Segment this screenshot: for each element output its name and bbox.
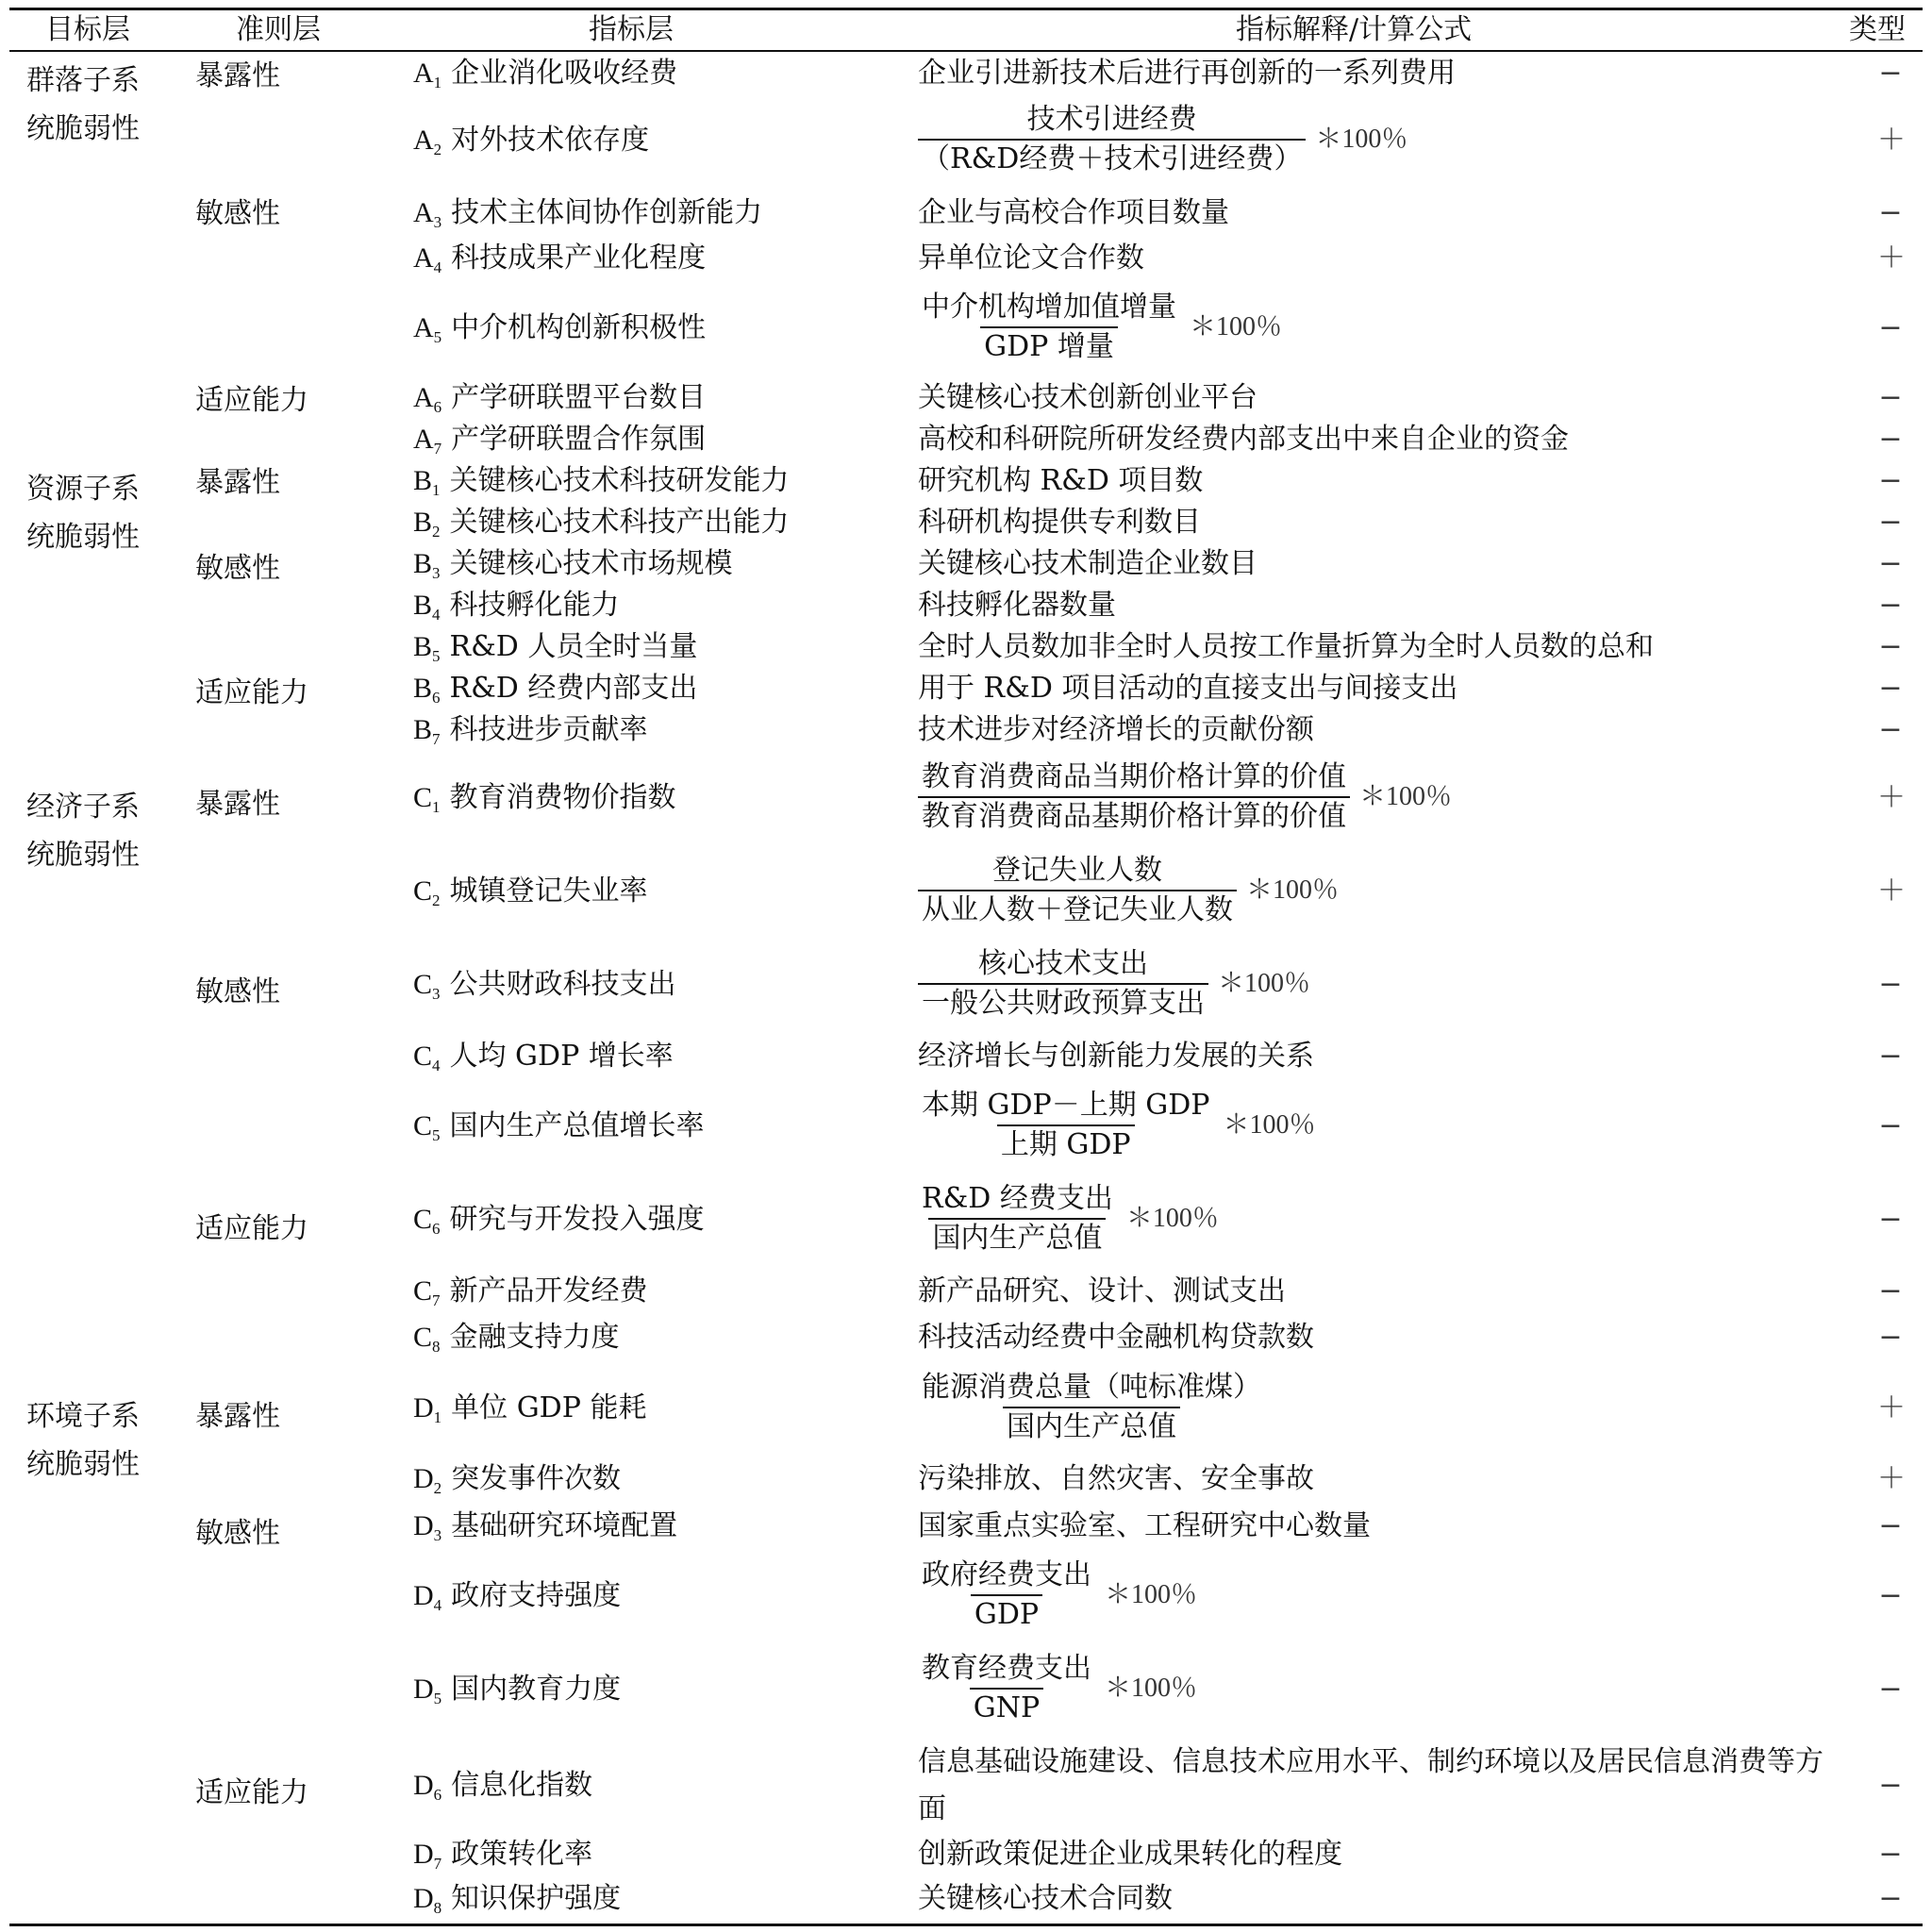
fraction bbox=[918, 1652, 1095, 1725]
indicator-cell bbox=[413, 123, 649, 168]
indicator-code bbox=[413, 1578, 441, 1624]
indicator-subscript: 7 bbox=[433, 1855, 442, 1873]
indicator-letter: D bbox=[413, 1463, 434, 1494]
criterion-sensitivity: 敏感性 bbox=[195, 552, 280, 585]
top-rule bbox=[9, 8, 1923, 10]
indicator-letter: B bbox=[413, 673, 433, 704]
indicator-code bbox=[413, 1320, 441, 1365]
indicator-cell bbox=[413, 241, 706, 286]
fraction-numerator: 教育消费商品当期价格计算的价值 bbox=[922, 760, 1346, 793]
type-sign: ＋ bbox=[1877, 781, 1906, 814]
indicator-subscript: 7 bbox=[433, 440, 442, 458]
indicator-cell bbox=[413, 671, 697, 716]
indicator-subscript: 6 bbox=[433, 398, 442, 416]
explanation-text: 科研机构提供专利数目 bbox=[918, 506, 1201, 539]
indicator-cell bbox=[413, 56, 677, 101]
indicator-cell bbox=[413, 1578, 621, 1624]
type-sign: − bbox=[1878, 1509, 1903, 1542]
goal-economy bbox=[26, 783, 140, 879]
goal-resource bbox=[26, 465, 140, 561]
formula bbox=[918, 1558, 1197, 1632]
fraction-denominator: 国内生产总值 bbox=[1003, 1407, 1180, 1444]
indicator-subscript: 4 bbox=[432, 606, 441, 624]
criterion-exposure: 暴露性 bbox=[195, 1400, 280, 1433]
indicator-code bbox=[413, 1768, 441, 1813]
indicator-cell bbox=[413, 422, 706, 467]
indicator-code bbox=[413, 546, 441, 591]
indicator-letter: B bbox=[413, 548, 433, 579]
indicator-code bbox=[413, 1202, 441, 1247]
indicator-letter: A bbox=[413, 58, 434, 89]
indicator-cell bbox=[413, 1320, 620, 1365]
indicator-name: 公共财政科技支出 bbox=[449, 968, 676, 1001]
type-sign: − bbox=[1878, 57, 1903, 90]
fraction-denominator: 国内生产总值 bbox=[928, 1218, 1106, 1256]
explanation-text: 研究机构 R&D 项目数 bbox=[918, 464, 1204, 497]
header-rule bbox=[9, 50, 1923, 52]
indicator-subscript: 5 bbox=[432, 647, 441, 665]
goal-line: 环境子系 bbox=[26, 1400, 140, 1433]
indicator-name: 产学研联盟合作氛围 bbox=[451, 423, 707, 456]
indicator-name: 城镇登记失业率 bbox=[449, 874, 648, 908]
type-sign: ＋ bbox=[1877, 1462, 1906, 1495]
explanation-text: 高校和科研院所研发经费内部支出中来自企业的资金 bbox=[918, 423, 1569, 456]
indicator-cell bbox=[413, 712, 648, 758]
type-sign: ＋ bbox=[1877, 1391, 1906, 1424]
indicator-subscript: 4 bbox=[432, 1057, 441, 1074]
indicator-name: 中介机构创新积极性 bbox=[451, 311, 707, 344]
type-sign: − bbox=[1878, 381, 1903, 414]
indicator-letter: B bbox=[413, 465, 433, 496]
indicator-subscript: 4 bbox=[433, 1596, 442, 1614]
indicator-name: 基础研究环境配置 bbox=[451, 1509, 678, 1542]
type-sign: ＋ bbox=[1877, 124, 1906, 157]
type-sign: ＋ bbox=[1877, 242, 1906, 275]
goal-line: 统脆弱性 bbox=[26, 112, 140, 145]
header-type: 类型 bbox=[1849, 13, 1906, 46]
indicator-letter: C bbox=[413, 1322, 433, 1353]
explanation-text: 科技活动经费中金融机构贷款数 bbox=[918, 1321, 1314, 1354]
fraction-numerator: 技术引进经费 bbox=[1026, 103, 1197, 136]
indicator-code bbox=[413, 241, 441, 286]
explanation-text: 信息基础设施建设、信息技术应用水平、制约环境以及居民信息消费等方面 bbox=[918, 1745, 1824, 1825]
type-sign: − bbox=[1878, 311, 1903, 344]
indicator-name: 政府支持强度 bbox=[451, 1579, 622, 1612]
indicator-name: 研究与开发投入强度 bbox=[449, 1203, 705, 1236]
formula-multiplier: ＊100％ bbox=[1190, 312, 1283, 341]
goal-line: 统脆弱性 bbox=[26, 1448, 140, 1481]
type-sign: − bbox=[1878, 506, 1903, 539]
indicator-letter: B bbox=[413, 507, 433, 538]
indicator-code bbox=[413, 1837, 441, 1882]
indicator-name: 新产品开发经费 bbox=[449, 1274, 648, 1307]
fraction-numerator: 登记失业人数 bbox=[992, 854, 1162, 887]
indicator-code bbox=[413, 422, 441, 467]
fraction-denominator: 一般公共财政预算支出 bbox=[918, 983, 1208, 1021]
indicator-name: R&D 人员全时当量 bbox=[449, 630, 698, 663]
formula bbox=[918, 947, 1310, 1021]
indicator-name: 金融支持力度 bbox=[449, 1321, 620, 1354]
indicator-letter: D bbox=[413, 1883, 434, 1914]
explanation-text: 关键核心技术创新创业平台 bbox=[918, 381, 1257, 414]
type-sign: − bbox=[1878, 423, 1903, 456]
fraction-denominator: GNP bbox=[970, 1688, 1043, 1725]
type-sign: − bbox=[1878, 1321, 1903, 1354]
fraction bbox=[918, 1558, 1095, 1632]
indicator-letter: A bbox=[413, 242, 434, 274]
formula bbox=[918, 760, 1452, 834]
formula bbox=[918, 1089, 1316, 1162]
indicator-code bbox=[413, 629, 441, 675]
indicator-subscript: 8 bbox=[433, 1899, 442, 1917]
indicator-letter: A bbox=[413, 197, 434, 228]
indicator-subscript: 3 bbox=[432, 985, 441, 1003]
indicator-name: 国内教育力度 bbox=[451, 1673, 622, 1706]
indicator-subscript: 1 bbox=[432, 481, 441, 499]
indicator-code bbox=[413, 1108, 441, 1154]
indicator-cell bbox=[413, 1391, 646, 1436]
goal-line: 统脆弱性 bbox=[26, 839, 140, 872]
type-sign: − bbox=[1878, 630, 1903, 663]
indicator-cell bbox=[413, 1108, 705, 1154]
indicator-name: 政策转化率 bbox=[451, 1838, 593, 1871]
fraction bbox=[918, 760, 1350, 834]
formula bbox=[918, 1371, 1265, 1444]
fraction bbox=[918, 1371, 1265, 1444]
indicator-code bbox=[413, 1039, 441, 1084]
explanation-text: 国家重点实验室、工程研究中心数量 bbox=[918, 1509, 1371, 1542]
type-sign: − bbox=[1878, 1274, 1903, 1307]
indicator-cell bbox=[413, 1039, 674, 1084]
formula-multiplier: ＊100％ bbox=[1223, 1110, 1316, 1140]
header-goal: 目标层 bbox=[45, 13, 130, 46]
indicator-letter: C bbox=[413, 1204, 433, 1235]
indicator-subscript: 3 bbox=[433, 213, 442, 231]
indicator-name: 知识保护强度 bbox=[451, 1882, 622, 1915]
type-sign: − bbox=[1878, 1040, 1903, 1073]
indicator-cell bbox=[413, 1672, 621, 1717]
indicator-subscript: 2 bbox=[433, 141, 442, 158]
fraction bbox=[918, 947, 1208, 1021]
indicator-name: R&D 经费内部支出 bbox=[449, 672, 698, 705]
goal-line: 群落子系 bbox=[26, 64, 140, 97]
indicator-code bbox=[413, 380, 441, 425]
formula-multiplier: ＊100％ bbox=[1125, 1204, 1219, 1233]
criterion-adaptive: 适应能力 bbox=[195, 1212, 308, 1245]
indicator-code bbox=[413, 671, 441, 716]
indicator-code bbox=[413, 310, 441, 356]
indicator-code bbox=[413, 874, 441, 919]
indicator-name: 关键核心技术市场规模 bbox=[449, 547, 733, 580]
indicator-subscript: 4 bbox=[433, 258, 442, 276]
indicator-name: 单位 GDP 能耗 bbox=[451, 1391, 647, 1424]
formula-multiplier: ＊100％ bbox=[1315, 125, 1408, 154]
indicator-cell bbox=[413, 380, 706, 425]
indicator-letter: D bbox=[413, 1674, 434, 1705]
indicator-cell bbox=[413, 1837, 592, 1882]
indicator-letter: D bbox=[413, 1580, 434, 1611]
fraction-numerator: 政府经费支出 bbox=[922, 1558, 1091, 1591]
indicator-cell bbox=[413, 195, 762, 241]
type-sign: − bbox=[1878, 713, 1903, 746]
explanation-text: 异单位论文合作数 bbox=[918, 242, 1144, 275]
indicator-subscript: 7 bbox=[432, 730, 441, 748]
explanation-text: 经济增长与创新能力发展的关系 bbox=[918, 1040, 1314, 1073]
goal-community bbox=[26, 57, 140, 153]
indicator-subscript: 2 bbox=[433, 1479, 442, 1497]
indicator-code bbox=[413, 195, 441, 241]
indicator-cell bbox=[413, 874, 648, 919]
fraction-denominator: （R&D经费＋技术引进经费） bbox=[918, 139, 1306, 176]
indicator-cell bbox=[413, 629, 697, 675]
indicator-code bbox=[413, 463, 441, 508]
goal-line: 资源子系 bbox=[26, 473, 140, 506]
indicator-letter: A bbox=[413, 424, 434, 455]
indicator-subscript: 3 bbox=[432, 564, 441, 582]
indicator-name: 技术主体间协作创新能力 bbox=[451, 196, 763, 229]
indicator-subscript: 6 bbox=[433, 1786, 442, 1804]
type-sign: − bbox=[1878, 1838, 1903, 1871]
formula-multiplier: ＊100％ bbox=[1246, 875, 1340, 905]
indicator-letter: A bbox=[413, 125, 434, 156]
indicator-code bbox=[413, 1881, 441, 1926]
criterion-exposure: 暴露性 bbox=[195, 466, 280, 499]
criterion-exposure: 暴露性 bbox=[195, 788, 280, 821]
criterion-exposure: 暴露性 bbox=[195, 59, 280, 92]
indicator-code bbox=[413, 1672, 441, 1717]
formula-multiplier: ＊100％ bbox=[1105, 1674, 1198, 1703]
fraction-numerator: 本期 GDP－上期 GDP bbox=[922, 1089, 1210, 1122]
indicator-letter: C bbox=[413, 782, 433, 813]
indicator-name: 科技成果产业化程度 bbox=[451, 242, 707, 275]
indicator-letter: D bbox=[413, 1839, 434, 1870]
indicator-name: 人均 GDP 增长率 bbox=[449, 1040, 674, 1073]
indicator-code bbox=[413, 1461, 441, 1507]
type-sign: − bbox=[1878, 464, 1903, 497]
indicator-letter: C bbox=[413, 1110, 433, 1141]
indicator-cell bbox=[413, 1461, 621, 1507]
type-sign: − bbox=[1878, 547, 1903, 580]
goal-line: 经济子系 bbox=[26, 791, 140, 824]
indicator-cell bbox=[413, 1202, 705, 1247]
indicator-cell bbox=[413, 1508, 677, 1554]
indicator-name: 信息化指数 bbox=[451, 1769, 593, 1802]
explanation-text: 创新政策促进企业成果转化的程度 bbox=[918, 1838, 1342, 1871]
indicator-cell bbox=[413, 1881, 621, 1926]
type-sign: − bbox=[1878, 672, 1903, 705]
type-sign: − bbox=[1878, 1109, 1903, 1142]
indicator-name: 国内生产总值增长率 bbox=[449, 1109, 705, 1142]
fraction-denominator: 教育消费商品基期价格计算的价值 bbox=[918, 796, 1350, 834]
indicator-subscript: 8 bbox=[432, 1338, 441, 1356]
indicator-letter: C bbox=[413, 1275, 433, 1307]
fraction-denominator: 上期 GDP bbox=[997, 1124, 1135, 1162]
indicator-subscript: 2 bbox=[432, 891, 441, 909]
formula-multiplier: ＊100％ bbox=[1105, 1580, 1198, 1609]
type-sign: − bbox=[1878, 968, 1903, 1001]
criterion-sensitivity: 敏感性 bbox=[195, 197, 280, 230]
indicator-subscript: 3 bbox=[433, 1526, 442, 1544]
explanation-text: 用于 R&D 项目活动的直接支出与间接支出 bbox=[918, 672, 1458, 705]
indicator-name: 产学研联盟平台数目 bbox=[451, 381, 707, 414]
indicator-letter: B bbox=[413, 714, 433, 745]
explanation-text: 全时人员数加非全时人员按工作量折算为全时人员数的总和 bbox=[918, 630, 1654, 663]
header-criterion: 准则层 bbox=[236, 13, 321, 46]
indicator-letter: B bbox=[413, 590, 433, 621]
indicator-cell bbox=[413, 780, 676, 825]
indicator-letter: D bbox=[413, 1770, 434, 1801]
indicator-code bbox=[413, 780, 441, 825]
explanation-text: 关键核心技术合同数 bbox=[918, 1882, 1173, 1915]
indicator-name: 科技孵化能力 bbox=[449, 589, 620, 622]
formula bbox=[918, 1182, 1219, 1256]
indicator-name: 教育消费物价指数 bbox=[449, 781, 676, 814]
explanation-text: 技术进步对经济增长的贡献份额 bbox=[918, 713, 1314, 746]
indicator-letter: C bbox=[413, 1041, 433, 1072]
type-sign: − bbox=[1878, 196, 1903, 229]
indicator-code bbox=[413, 505, 441, 550]
fraction-numerator: 教育经费支出 bbox=[922, 1652, 1091, 1685]
header-explanation: 指标解释/计算公式 bbox=[1236, 13, 1473, 46]
indicator-letter: D bbox=[413, 1392, 434, 1424]
fraction bbox=[918, 854, 1237, 927]
explanation-text: 关键核心技术制造企业数目 bbox=[918, 547, 1257, 580]
fraction bbox=[918, 291, 1180, 364]
type-sign: − bbox=[1878, 1769, 1903, 1802]
indicator-code bbox=[413, 1274, 441, 1319]
indicator-subscript: 6 bbox=[432, 689, 441, 707]
fraction bbox=[918, 103, 1306, 176]
bottom-rule bbox=[9, 1924, 1923, 1926]
goal-environment bbox=[26, 1392, 140, 1489]
fraction-denominator: GDP 增量 bbox=[980, 326, 1118, 364]
indicator-subscript: 6 bbox=[432, 1220, 441, 1238]
criterion-adaptive: 适应能力 bbox=[195, 676, 308, 709]
fraction bbox=[918, 1182, 1117, 1256]
indicator-cell bbox=[413, 505, 790, 550]
indicator-subscript: 5 bbox=[433, 1690, 442, 1707]
formula bbox=[918, 103, 1407, 176]
formula-multiplier: ＊100％ bbox=[1218, 969, 1311, 998]
indicator-letter: D bbox=[413, 1510, 434, 1541]
formula bbox=[918, 291, 1282, 364]
indicator-code bbox=[413, 1391, 441, 1436]
indicator-subscript: 2 bbox=[432, 523, 441, 541]
indicator-letter: B bbox=[413, 631, 433, 662]
fraction-numerator: 中介机构增加值增量 bbox=[922, 291, 1176, 324]
indicator-subscript: 1 bbox=[433, 74, 442, 92]
indicator-cell bbox=[413, 1274, 648, 1319]
explanation-text: 企业与高校合作项目数量 bbox=[918, 196, 1229, 229]
criterion-sensitivity: 敏感性 bbox=[195, 975, 280, 1008]
type-sign: − bbox=[1878, 1579, 1903, 1612]
fraction-numerator: 能源消费总量（吨标准煤） bbox=[922, 1371, 1261, 1404]
indicator-name: 对外技术依存度 bbox=[451, 124, 650, 157]
indicator-letter: A bbox=[413, 312, 434, 343]
indicator-name: 突发事件次数 bbox=[451, 1462, 622, 1495]
indicator-subscript: 1 bbox=[432, 798, 441, 816]
indicator-code bbox=[413, 56, 441, 101]
criterion-sensitivity: 敏感性 bbox=[195, 1517, 280, 1550]
formula bbox=[918, 854, 1339, 927]
indicator-code bbox=[413, 588, 441, 633]
indicator-letter: C bbox=[413, 875, 433, 907]
header-indicator: 指标层 bbox=[589, 13, 674, 46]
fraction-numerator: 核心技术支出 bbox=[978, 947, 1148, 980]
indicator-name: 企业消化吸收经费 bbox=[451, 57, 678, 90]
indicator-subscript: 5 bbox=[433, 328, 442, 346]
indicator-cell bbox=[413, 310, 706, 356]
indicator-subscript: 1 bbox=[433, 1408, 442, 1426]
indicator-name: 科技进步贡献率 bbox=[449, 713, 648, 746]
indicator-subscript: 7 bbox=[432, 1291, 441, 1309]
fraction bbox=[918, 1089, 1213, 1162]
type-sign: − bbox=[1878, 589, 1903, 622]
indicator-code bbox=[413, 967, 441, 1012]
indicator-cell bbox=[413, 588, 620, 633]
type-sign: − bbox=[1878, 1882, 1903, 1915]
indicator-cell bbox=[413, 463, 790, 508]
explanation-text: 污染排放、自然灾害、安全事故 bbox=[918, 1462, 1314, 1495]
indicator-code bbox=[413, 712, 441, 758]
formula-multiplier: ＊100％ bbox=[1359, 782, 1453, 811]
type-sign: ＋ bbox=[1877, 874, 1906, 908]
fraction-denominator: GDP bbox=[971, 1594, 1042, 1632]
indicator-name: 关键核心技术科技产出能力 bbox=[449, 506, 790, 539]
explanation-text: 新产品研究、设计、测试支出 bbox=[918, 1274, 1286, 1307]
indicator-name: 关键核心技术科技研发能力 bbox=[449, 464, 790, 497]
type-sign: − bbox=[1878, 1203, 1903, 1236]
type-sign: − bbox=[1878, 1673, 1903, 1706]
explanation-text: 科技孵化器数量 bbox=[918, 589, 1116, 622]
indicator-cell bbox=[413, 967, 676, 1012]
indicator-table bbox=[9, 8, 1923, 1928]
explanation-text: 企业引进新技术后进行再创新的一系列费用 bbox=[918, 57, 1456, 90]
indicator-letter: A bbox=[413, 382, 434, 413]
goal-line: 统脆弱性 bbox=[26, 521, 140, 554]
fraction-denominator: 从业人数＋登记失业人数 bbox=[918, 890, 1237, 927]
indicator-cell bbox=[413, 1768, 592, 1813]
criterion-adaptive: 适应能力 bbox=[195, 384, 308, 417]
indicator-letter: C bbox=[413, 969, 433, 1000]
indicator-cell bbox=[413, 546, 733, 591]
formula bbox=[918, 1652, 1197, 1725]
indicator-subscript: 5 bbox=[432, 1126, 441, 1144]
indicator-code bbox=[413, 1508, 441, 1554]
criterion-adaptive: 适应能力 bbox=[195, 1776, 308, 1809]
indicator-code bbox=[413, 123, 441, 168]
fraction-numerator: R&D 经费支出 bbox=[922, 1182, 1113, 1215]
